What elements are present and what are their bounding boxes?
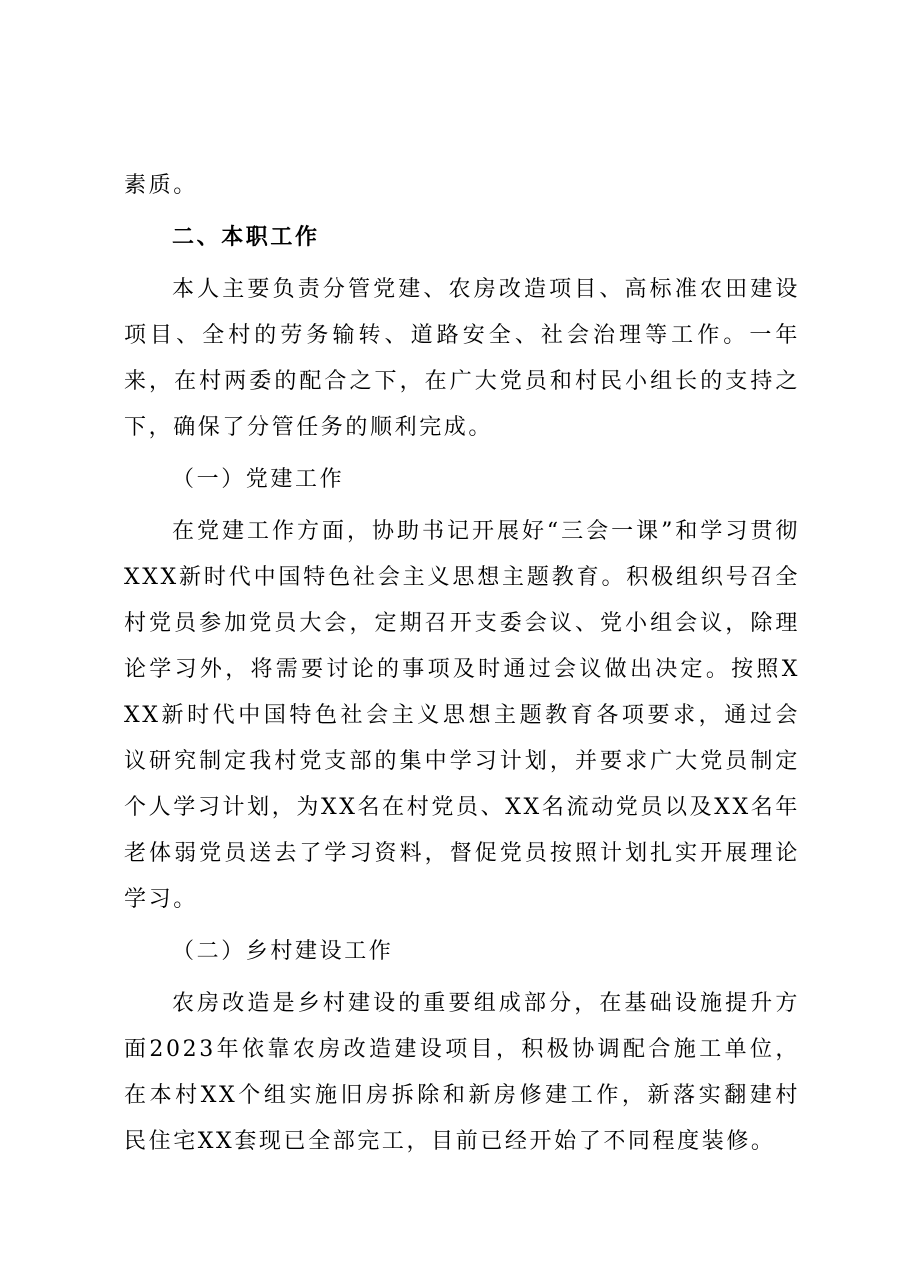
subsection-heading-rural: （二）乡村建设工作 [172,939,394,964]
paragraph-duties: 本人主要负责分管党建、农房改造项目、高标准农田建设项目、全村的劳务输转、道路安全、社会治理等工作。一年来，在村两委的配合之下，在广大党员和村民小组长的支持之下，确保了分管任务的顺利完成。 [124,277,800,440]
section-heading: 二、本职工作 [172,225,320,250]
paragraph-continuation: 素质。 [124,173,198,198]
paragraph-rural-work: 农房改造是乡村建设的重要组成部分，在基础设施提升方面2023年依靠农房改造建设项目，积极协调配合施工单位，在本村XX个组实施旧房拆除和新房修建工作，新落实翻建村民住宅XX套现已全部完工，目前已经开始了不同程度装修。 [124,991,800,1154]
subsection-heading-party: （一）党建工作 [172,467,345,492]
paragraph-party-work: 在党建工作方面，协助书记开展好“三会一课”和学习贯彻XXX新时代中国特色社会主义思想主题教育。积极组织号召全村党员参加党员大会，定期召开支委会议、党小组会议，除理论学习外，将需要讨论的事项及时通过会议做出决定。按照XXX新时代中国特色社会主义思想主题教育各项要求，通过会议研究制定我村党支部的集中学习计划，并要求广大党员制定个人学习计划，为XX名在村党员、XX名流动党员以及XX名年老体弱党员送去了学习资料，督促党员按照计划扎实开展理论学习。 [124,519,800,912]
document-body [124,163,800,1165]
